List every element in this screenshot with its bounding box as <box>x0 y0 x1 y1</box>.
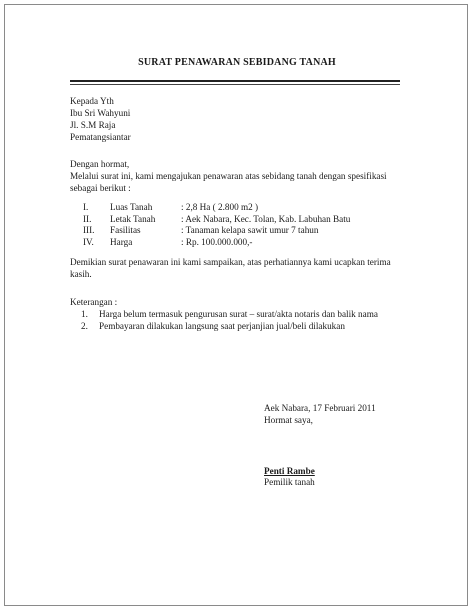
recipient-block <box>70 95 410 143</box>
spec-label: Fasilitas <box>110 225 141 235</box>
salutation: Dengan hormat, <box>70 159 130 169</box>
spec-value: : Rp. 100.000.000,- <box>181 236 253 247</box>
note-number: 1. <box>81 309 88 319</box>
spec-value: : Aek Nabara, Kec. Tolan, Kab. Labuhan Batu <box>181 213 351 224</box>
spec-list <box>70 201 410 247</box>
closing-paragraph: Demikian surat penawaran ini kami sampaikan, atas perhatiannya kami ucapkan terima kasih. <box>70 257 391 279</box>
spec-value: : 2,8 Ha ( 2.800 m2 ) <box>181 202 259 212</box>
regards: Hormat saya, <box>264 415 313 425</box>
letter-title: SURAT PENAWARAN SEBIDANG TANAH <box>138 57 336 68</box>
spec-label: Letak Tanah <box>110 213 156 224</box>
opening-block <box>70 158 410 194</box>
spec-label: Luas Tanah <box>110 202 153 212</box>
title-rule-thick <box>70 80 400 82</box>
spec-number: II. <box>83 213 92 224</box>
spec-row <box>70 213 410 225</box>
note-text: Pembayaran dilakukan langsung saat perjanjian jual/beli dilakukan <box>99 320 345 331</box>
notes-block <box>70 296 410 331</box>
place-date: Aek Nabara, 17 Februari 2011 <box>264 403 376 413</box>
spec-row <box>70 201 410 213</box>
title-rule-thin <box>70 84 400 85</box>
signer-name: Penti Rambe <box>264 466 315 476</box>
recipient-street: Jl. S.M Raja <box>70 120 116 130</box>
note-text: Harga belum termasuk pengurusan surat – surat/akta notaris dan balik nama <box>99 309 378 319</box>
spec-row <box>70 224 410 236</box>
note-item <box>70 308 410 320</box>
spec-value: : Tanaman kelapa sawit umur 7 tahun <box>181 225 319 235</box>
note-item <box>70 320 410 332</box>
spec-number: IV. <box>83 236 94 247</box>
note-number: 2. <box>81 320 88 331</box>
spec-number: I. <box>83 202 89 212</box>
recipient-name: Ibu Sri Wahyuni <box>70 108 131 118</box>
signer-role: Pemilik tanah <box>264 477 315 487</box>
signature-block <box>264 402 444 426</box>
spec-row <box>70 236 410 248</box>
recipient-greeting: Kepada Yth <box>70 96 114 106</box>
spec-label: Harga <box>110 236 133 247</box>
notes-heading: Keterangan : <box>70 297 118 307</box>
spec-number: III. <box>83 225 95 235</box>
opening-paragraph: Melalui surat ini, kami mengajukan penawaran atas sebidang tanah dengan spesifikasi sebagai berikut : <box>70 171 387 193</box>
recipient-city: Pematangsiantar <box>70 132 131 142</box>
